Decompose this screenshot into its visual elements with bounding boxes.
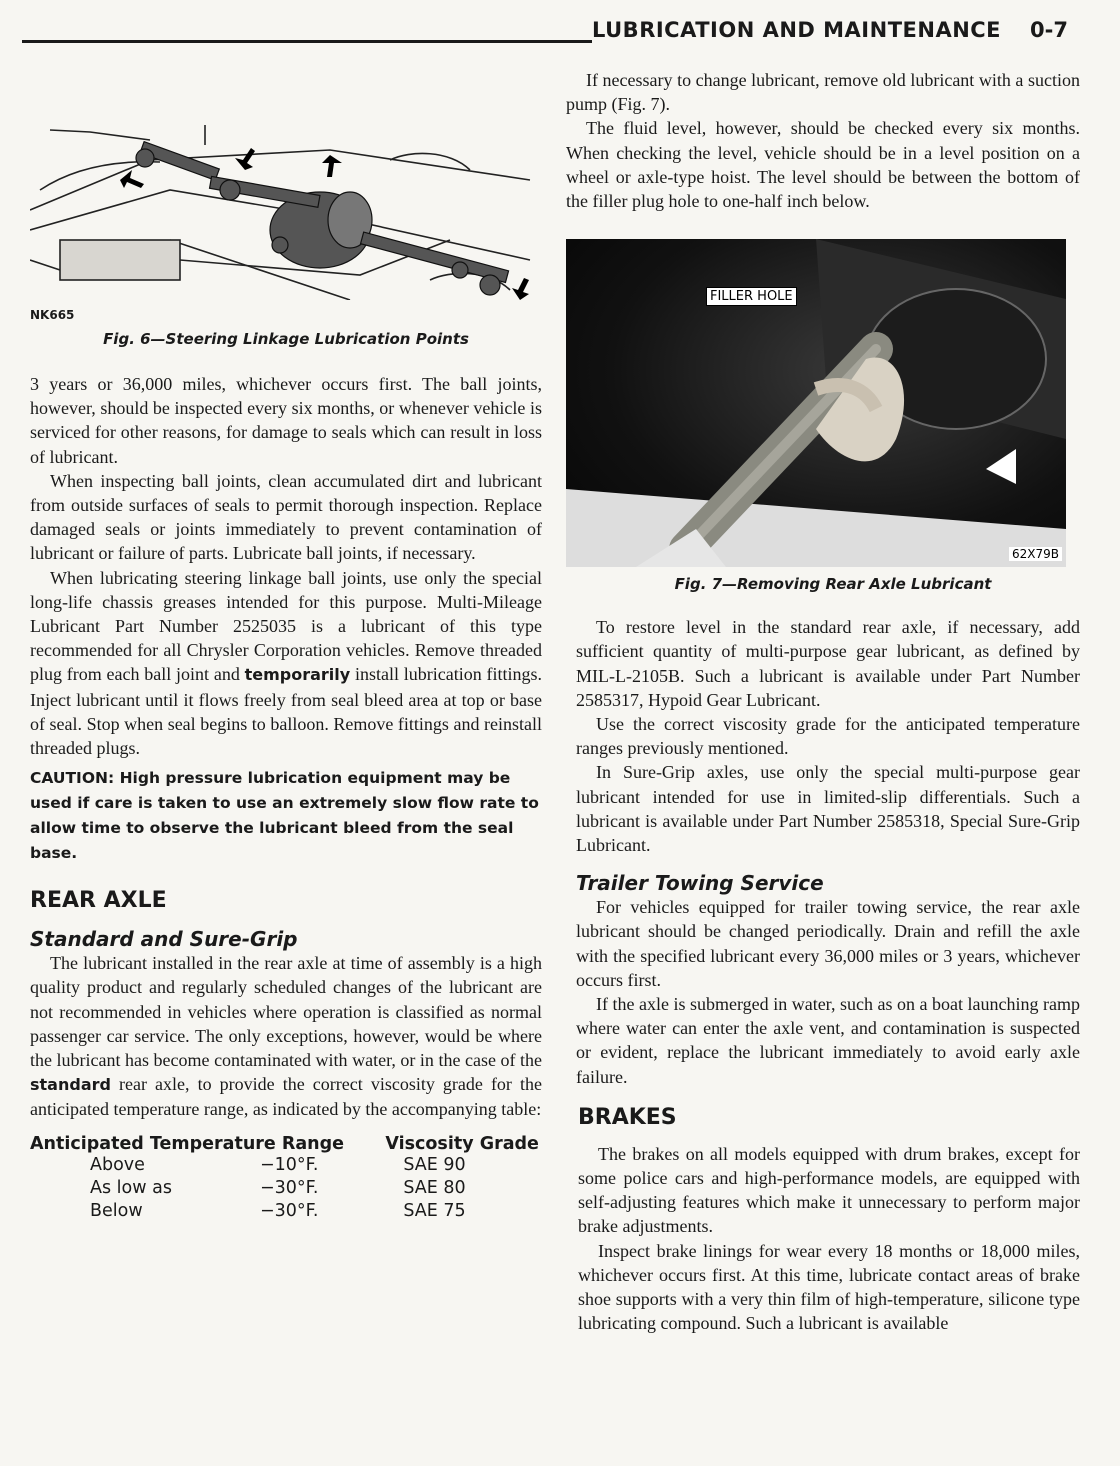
left-paragraph-4-emphasis: standard xyxy=(30,1075,111,1095)
subheading-trailer-towing: Trailer Towing Service xyxy=(576,871,824,896)
page-header-title: LUBRICATION AND MAINTENANCE xyxy=(592,18,1002,42)
rear-axle-photo xyxy=(566,239,1066,567)
right-paragraph-5: In Sure-Grip axles, use only the special multi-purpose gear lubricant intended for use in limited-slip differentials. Such a lubricant is available under Part Number 2585318, Special Sure-Grip Lubricant. xyxy=(576,762,1080,856)
table-cell-grade: SAE 80 xyxy=(403,1177,466,1198)
left-paragraph-1: 3 years or 36,000 miles, whichever occurs first. The ball joints, however, should be inspected every six months, or whenever vehicle is serviced for other reasons, for damage to seals which can result in loss of lubricant. xyxy=(30,374,542,467)
right-paragraph-3: To restore level in the standard rear axle, if necessary, add sufficient quantity of multi-purpose gear lubricant, as defined by MIL-L-2105B. Such a lubricant is available under Part Number 2585317, Hypoid Gear Lubricant. xyxy=(576,617,1080,710)
right-paragraph-1: If necessary to change lubricant, remove old lubricant with a suction pump (Fig. 7). xyxy=(566,70,1080,115)
subheading-standard-sure-grip: Standard and Sure-Grip xyxy=(30,927,298,952)
table-cell-temp: −10°F. xyxy=(260,1154,319,1175)
left-paragraph-4-part-a: The lubricant installed in the rear axle at time of assembly is a high quality product and regularly scheduled changes of the lubricant are not recommended in vehicles where operation is classified as normal passenger car service. The only exceptions, however, would be where the lubricant has become contaminated with water, or in the case of the xyxy=(30,953,542,1071)
left-paragraph-2: When inspecting ball joints, clean accumulated dirt and lubricant from outside surfaces of seals to permit thorough inspection. Replace damaged seals or joints immediately to prevent contamination of lubricant or failure of parts. Lubricate ball joints, if necessary. xyxy=(30,470,542,564)
figure-7-code: 62X79B xyxy=(1009,547,1062,561)
rear-axle-photo-drawing xyxy=(566,239,1066,567)
table-cell-temp: −30°F. xyxy=(260,1200,319,1221)
right-paragraph-6: For vehicles equipped for trailer towing service, the rear axle lubricant should be changed periodically. Drain and refill the axle with the specified lubricant every 36,000 miles or 3 years, whichever occurs first. xyxy=(576,897,1080,990)
left-paragraph-3-part-a: When lubricating steering linkage ball joints, use only the special long-life chassis greases intended for this purpose. Multi-Mileage Lubricant Part Number 2525035 is a lubricant of this type recommended for all Chrysler Corporation vehicles. Remove threaded plug from each ball joint and xyxy=(30,567,542,685)
figure-7-caption: Fig. 7—Removing Rear Axle Lubricant xyxy=(674,575,992,594)
table-cell-temp: −30°F. xyxy=(260,1177,319,1198)
left-paragraph-3-part-b: install lubrication fittings. Inject lubricant until it flows freely from seal bleed area at top or base of seal. Stop when seal begins to balloon. Remove fittings and reinstall threaded plugs. xyxy=(30,664,542,759)
section-heading-brakes: BRAKES xyxy=(578,1104,677,1130)
table-row xyxy=(30,1200,542,1223)
table-row xyxy=(30,1177,542,1200)
table-header-temperature: Anticipated Temperature Range xyxy=(30,1133,345,1154)
right-column xyxy=(566,68,1080,1336)
steering-linkage-illustration xyxy=(30,70,542,300)
table-cell-grade: SAE 90 xyxy=(403,1154,466,1175)
right-paragraph-7: If the axle is submerged in water, such as on a boat launching ramp where water can enter the axle vent, and contamination is suspected or evident, replace the lubricant immediately to avoid early axle failure. xyxy=(576,994,1080,1087)
page-number: 0-7 xyxy=(1030,18,1068,42)
table-cell-label: As low as xyxy=(90,1177,172,1198)
table-header-viscosity: Viscosity Grade xyxy=(385,1133,539,1154)
header-rule xyxy=(22,40,592,43)
left-paragraph-4 xyxy=(30,951,542,1121)
table-cell-grade: SAE 75 xyxy=(403,1200,466,1221)
viscosity-table-header xyxy=(30,1134,542,1154)
left-paragraph-4-part-b: rear axle, to provide the correct viscosity grade for the anticipated temperature range, as indicated by the accompanying table: xyxy=(30,1074,542,1120)
section-heading-rear-axle: REAR AXLE xyxy=(30,888,167,914)
table-cell-label: Above xyxy=(90,1154,145,1175)
figure-7 xyxy=(566,239,1080,593)
figure-6-code: NK665 xyxy=(30,308,75,322)
right-paragraph-8: The brakes on all models equipped with drum brakes, except for some police cars and high-performance models, are equipped with self-adjusting features which make it unnecessary to perform major brake adjustments. xyxy=(578,1143,1080,1237)
viscosity-table xyxy=(30,1134,542,1223)
left-column xyxy=(30,70,542,1223)
table-cell-label: Below xyxy=(90,1200,143,1221)
filler-hole-label: FILLER HOLE xyxy=(706,287,797,306)
figure-6-caption: Fig. 6—Steering Linkage Lubrication Points xyxy=(103,330,469,348)
figure-6 xyxy=(30,70,542,300)
left-paragraph-3 xyxy=(30,566,542,761)
right-paragraph-9: Inspect brake linings for wear every 18 months or 18,000 miles, whichever occurs first. At this time, lubricate contact areas of brake shoe supports with a very thin film of high-temperature, silicone type lubricating compound. Such a lubricant is available xyxy=(578,1240,1080,1334)
right-paragraph-2: The fluid level, however, should be checked every six months. When checking the level, vehicle should be in a level position on a wheel or axle-type hoist. The level should be between the bottom of the filler plug hole to one-half inch below. xyxy=(566,118,1080,212)
right-paragraph-4: Use the correct viscosity grade for the anticipated temperature ranges previously mentioned. xyxy=(576,714,1080,759)
left-paragraph-3-emphasis: temporarily xyxy=(244,665,351,685)
caution-note: CAUTION: High pressure lubrication equipment may be used if care is taken to use an extremely slow flow rate to allow time to observe the lubricant bleed from the seal base. xyxy=(30,769,539,863)
table-row xyxy=(30,1154,542,1177)
